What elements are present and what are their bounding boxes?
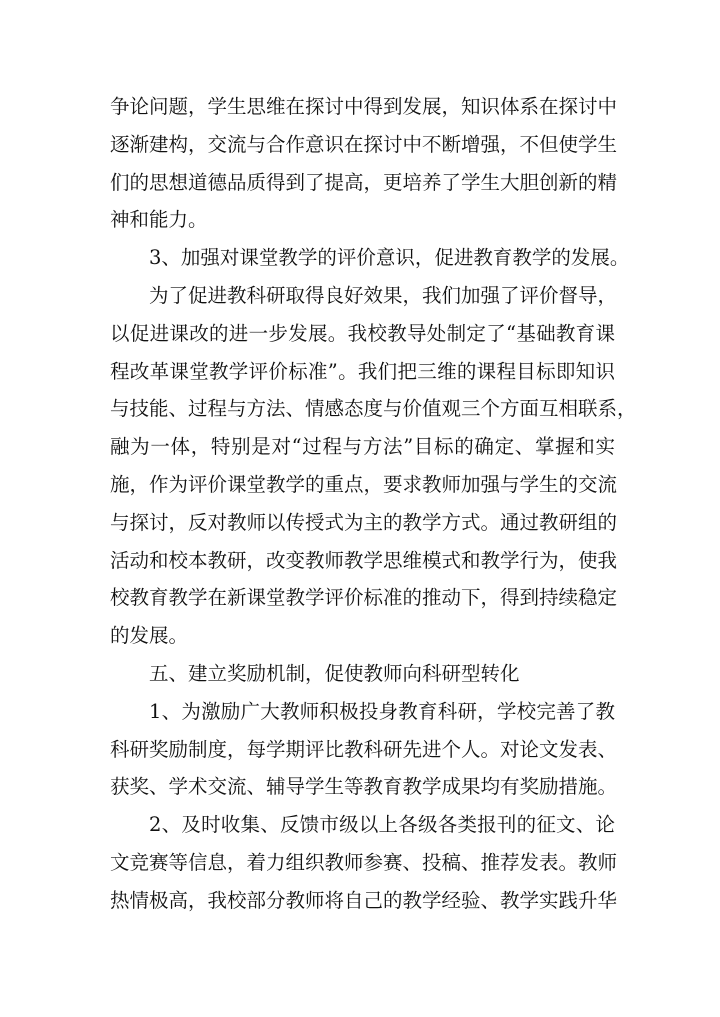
text-line: 神和能力。 xyxy=(110,208,208,232)
text-line: 2、及时收集、反馈市级以上各级各类报刊的征文、论 xyxy=(149,813,615,837)
text-line: 融为一体，特别是对“过程与方法”目标的确定、掌握和实 xyxy=(110,435,615,459)
text-line: 施，作为评价课堂教学的重点，要求教师加强与学生的交流 xyxy=(110,472,618,496)
text-line: 程改革课堂教学评价标准”。我们把三维的课程目标即知识 xyxy=(110,359,615,383)
document-body xyxy=(110,88,637,920)
text-line: 3、加强对课堂教学的评价意识，促进教育教学的发展。 xyxy=(149,246,630,270)
text-line: 以促进课改的进一步发展。我校教导处制定了“基础教育课 xyxy=(110,321,615,345)
text-line: 科研奖励制度，每学期评比教科研先进个人。对论文发表、 xyxy=(110,737,618,761)
text-line: 热情极高，我校部分教师将自己的教学经验、教学实践升华 xyxy=(110,888,618,912)
text-line: 1、为激励广大教师积极投身教育科研，学校完善了教 xyxy=(149,699,615,723)
text-line: 校教育教学在新课堂教学评价标准的推动下，得到持续稳定 xyxy=(110,586,618,610)
text-line: 的发展。 xyxy=(110,624,189,648)
text-line: 们的思想道德品质得到了提高，更培养了学生大胆创新的精 xyxy=(110,170,618,194)
text-line: 文竞赛等信息，着力组织教师参赛、投稿、推荐发表。教师 xyxy=(110,850,618,874)
text-line: 获奖、学术交流、辅导学生等教育教学成果均有奖励措施。 xyxy=(110,775,618,799)
text-line: 五、建立奖励机制，促使教师向科研型转化 xyxy=(149,661,520,685)
text-line: 为了促进教科研取得良好效果，我们加强了评价督导， xyxy=(149,283,618,307)
text-line: 争论问题，学生思维在探讨中得到发展，知识体系在探讨中 xyxy=(110,95,618,118)
text-line: 活动和校本教研，改变教师教学思维模式和教学行为，使我 xyxy=(110,548,618,572)
text-line: 与技能、过程与方法、情感态度与价值观三个方面互相联系， xyxy=(110,397,637,421)
text-line: 与探讨，反对教师以传授式为主的教学方式。通过教研组的 xyxy=(110,510,618,534)
text-line: 逐渐建构，交流与合作意识在探讨中不断增强，不但使学生 xyxy=(110,132,618,156)
